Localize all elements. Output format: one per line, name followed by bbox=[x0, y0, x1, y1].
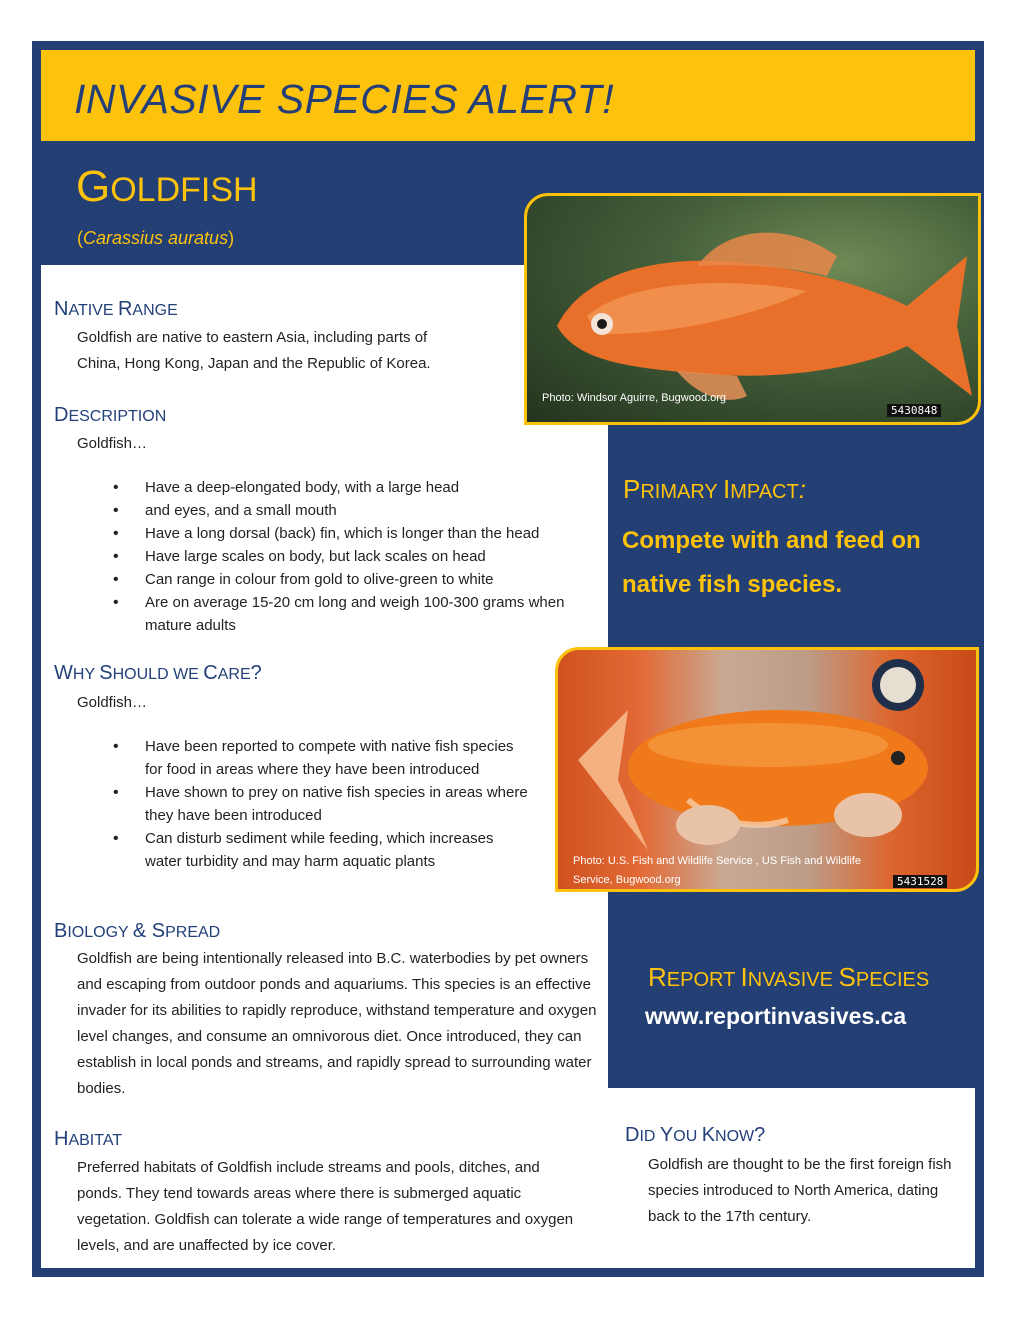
native-range-heading: NATIVE RANGE bbox=[54, 298, 178, 320]
did-you-know-heading: DID YOU KNOW? bbox=[625, 1124, 766, 1146]
photo-caption-line2: Service, Bugwood.org bbox=[573, 874, 681, 886]
description-heading: DESCRIPTION bbox=[54, 404, 167, 426]
primary-impact-heading: PRIMARY IMPACT: bbox=[623, 474, 806, 504]
list-item: • Have large scales on body, but lack scales on head bbox=[113, 545, 593, 568]
why-care-intro: Goldfish… bbox=[77, 694, 148, 711]
alert-title: INVASIVE SPECIES ALERT! bbox=[74, 76, 615, 122]
goldfish-photo-held bbox=[555, 647, 979, 892]
native-range-text: Goldfish are native to eastern Asia, including parts of China, Hong Kong, Japan and the Republic of Korea. bbox=[77, 329, 431, 372]
list-item: • Can disturb sediment while feeding, which increases water turbidity and may harm aquatic plants bbox=[113, 827, 528, 873]
sci-open: ( bbox=[77, 228, 83, 248]
list-item: • and eyes, and a small mouth bbox=[113, 499, 593, 522]
description-list bbox=[113, 476, 593, 637]
goldfish-photo-aquarium bbox=[524, 193, 981, 425]
list-item: • Have a deep-elongated body, with a large head bbox=[113, 476, 593, 499]
description-intro: Goldfish… bbox=[77, 435, 148, 452]
sci-close: ) bbox=[228, 228, 235, 248]
habitat-heading: HABITAT bbox=[54, 1128, 123, 1150]
species-name bbox=[76, 162, 258, 212]
species-initial: G bbox=[76, 162, 111, 211]
sci-name-text: Carassius auratus bbox=[83, 228, 229, 248]
scientific-name bbox=[77, 228, 234, 249]
did-you-know-text: Goldfish are thought to be the first foreign fish species introduced to North America, dating back to the 17th century. bbox=[648, 1156, 952, 1225]
report-heading: REPORT INVASIVE SPECIES bbox=[648, 962, 930, 992]
list-item: • Have shown to prey on native fish species in areas where they have been introduced bbox=[113, 781, 528, 827]
why-care-list bbox=[113, 735, 528, 873]
report-url-link[interactable]: www.reportinvasives.ca bbox=[645, 1003, 907, 1029]
list-item: • Can range in colour from gold to olive-green to white bbox=[113, 568, 593, 591]
photo-id: 5430848 bbox=[887, 404, 941, 417]
species-rest: OLDFISH bbox=[110, 171, 258, 209]
photo-caption: Photo: Windsor Aguirre, Bugwood.org bbox=[542, 392, 727, 404]
goldfish-illustration bbox=[527, 196, 978, 422]
why-care-heading: WHY SHOULD WE CARE? bbox=[54, 662, 262, 684]
list-item: • Are on average 15-20 cm long and weigh 100-300 grams when mature adults bbox=[113, 591, 565, 637]
biology-heading: BIOLOGY & SPREAD bbox=[54, 920, 221, 942]
photo-id: 5431528 bbox=[893, 875, 947, 888]
habitat-text: Preferred habitats of Goldfish include streams and pools, ditches, and ponds. They tend towards areas where there is submerged aquatic vegetation. Goldfish can tolerate a wide range of temperatures and oxygen levels, and are unaffected by ice cover. bbox=[77, 1159, 574, 1254]
list-item: • Have been reported to compete with native fish species for food in areas where they have been introduced bbox=[113, 735, 528, 781]
held-goldfish-illustration bbox=[558, 650, 976, 889]
list-item: • Have a long dorsal (back) fin, which is longer than the head bbox=[113, 522, 593, 545]
biology-text: Goldfish are being intentionally released into B.C. waterbodies by pet owners and escaping from outdoor ponds and aquariums. This species is an effective invader for its abilities to rapidly reproduce, withstand temperature and oxygen level changes, and consume an omnivorous diet. Once introduced, they can establish in local ponds and streams, and rapidly spread to surrounding water bodies. bbox=[77, 950, 597, 1097]
primary-impact-text: Compete with and feed on native fish species. bbox=[622, 527, 921, 598]
photo-caption-line1: Photo: U.S. Fish and Wildlife Service , US Fish and Wildlife bbox=[573, 855, 861, 867]
